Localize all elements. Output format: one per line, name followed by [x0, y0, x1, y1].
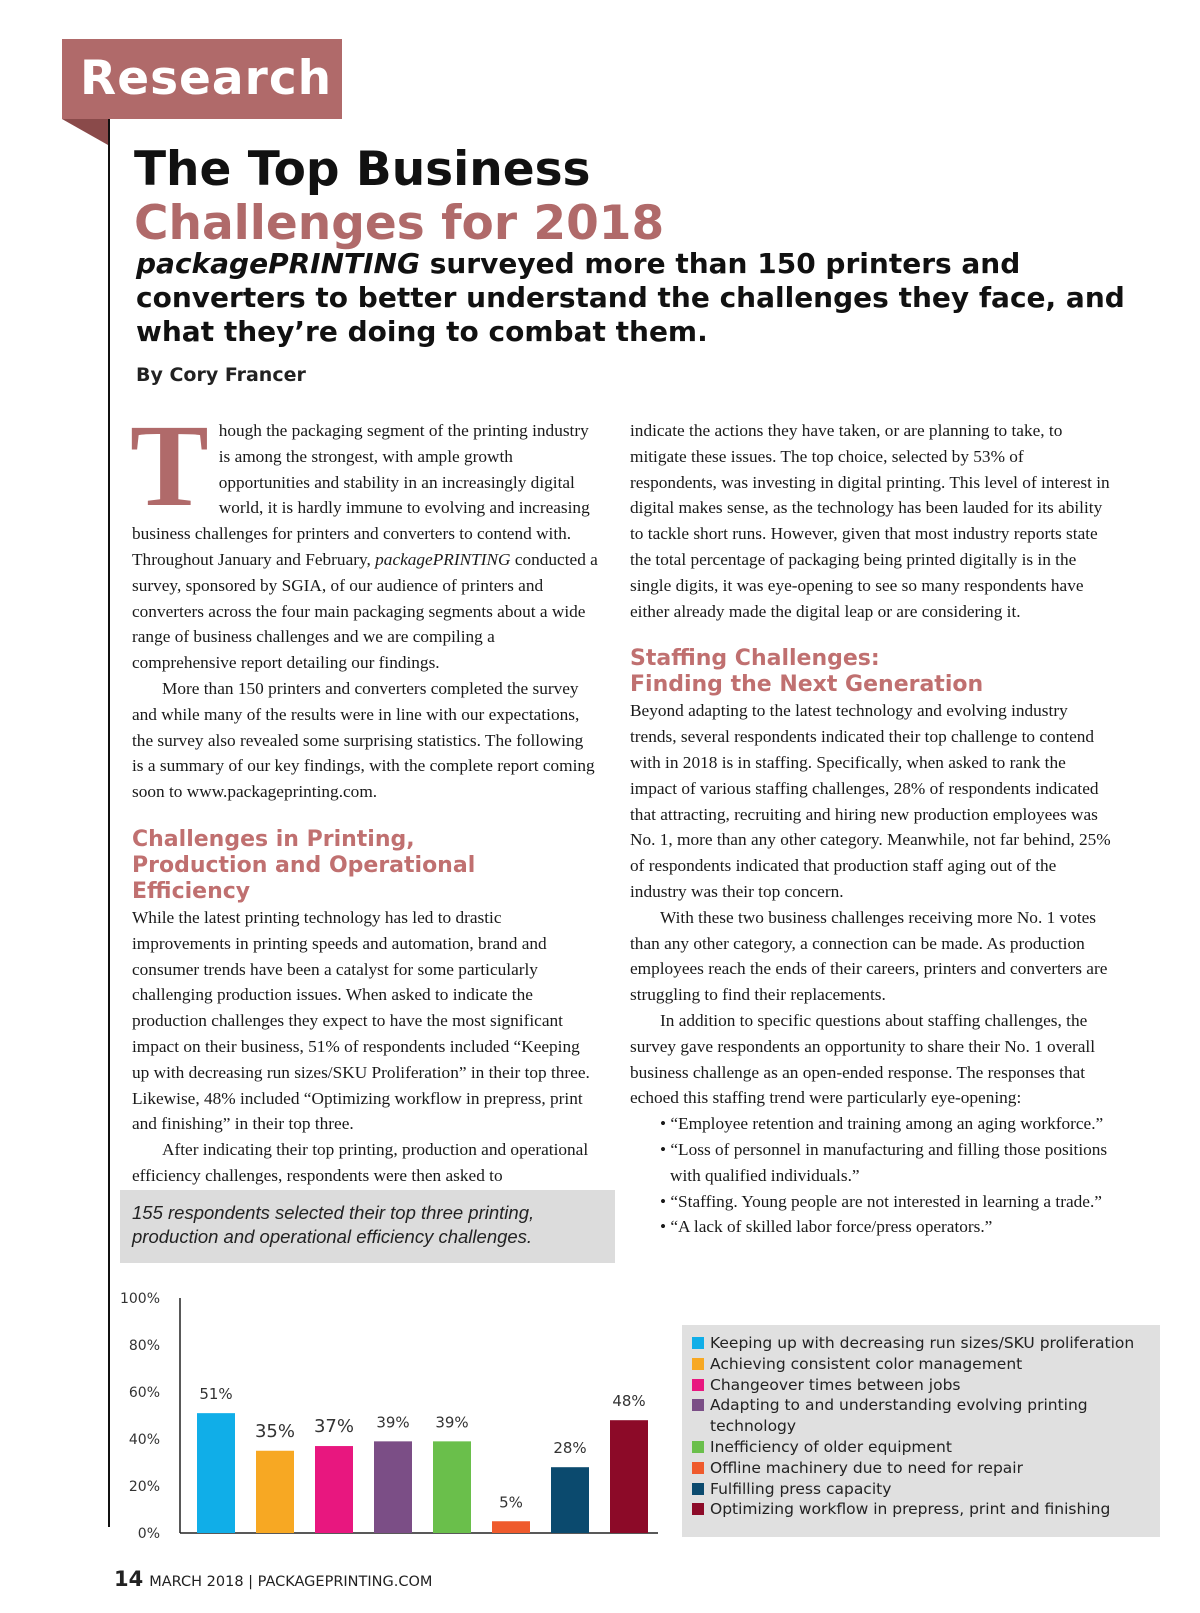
article-title [134, 143, 1134, 251]
subhead-printing-1: Challenges in Printing, [132, 826, 415, 852]
legend-swatch [692, 1379, 704, 1391]
data-label: 35% [254, 1420, 296, 1442]
intro-text-a: hough the packaging segment of the printing industry is among the strongest, with ample growth opportunities and stability in an increasingly digital world, it is hardly immune to evolving and increasing business challenges for printers and converters to contend with. Throughout January and February, [132, 421, 590, 569]
section-tab: Research [62, 39, 342, 119]
legend-item [692, 1479, 1152, 1500]
data-label: 5% [499, 1493, 523, 1512]
legend-item [692, 1499, 1152, 1520]
left-column [130, 400, 598, 1189]
legend-label: Inefficiency of older equipment [710, 1437, 952, 1456]
legend-item [692, 1375, 1152, 1396]
quote-item: • “Loss of personnel in manufacturing and filling those positions with qualified individuals.” [660, 1139, 1108, 1185]
legend-swatch [692, 1358, 704, 1370]
bar [256, 1451, 294, 1533]
legend-item [692, 1437, 1152, 1458]
chart-callout: 155 respondents selected their top three printing, production and operational efficiency challenges. [120, 1190, 615, 1263]
y-tick-label: 60% [128, 1385, 160, 1401]
legend-swatch [692, 1337, 704, 1349]
paragraph-r1: indicate the actions they have taken, or are planning to take, to mitigate these issues. The top choice, selected by 53% of respondents, was investing in digital printing. This level of interest in digital makes sense, as the technology has been lauded for its ability to tackle short runs. However, given that most industry reports state the total percentage of packaging being printed digitally is in the single digits, it was eye-opening to see so many respondents have either already made the digital leap or are considering it. [630, 421, 1110, 621]
legend-label: Optimizing workflow in prepress, print and finishing [710, 1500, 1111, 1519]
legend-swatch [692, 1503, 704, 1515]
legend-label: Offline machinery due to need for repair [710, 1458, 1023, 1477]
chart-legend [682, 1325, 1160, 1537]
legend-item [692, 1354, 1152, 1375]
legend-swatch [692, 1483, 704, 1495]
data-label: 28% [553, 1439, 587, 1458]
data-label: 48% [612, 1392, 646, 1411]
legend-label: Keeping up with decreasing run sizes/SKU proliferation [710, 1334, 1135, 1352]
subhead-staffing-2: Finding the Next Generation [630, 672, 984, 698]
paragraph-r4: In addition to specific questions about staffing challenges, the survey gave respondents an opportunity to share their No. 1 overall business challenge as an open-ended response. The responses that echoed this staffing trend were particularly eye-opening: [630, 1010, 1096, 1108]
quote-item: • “Staffing. Young people are not interested in learning a trade.” [660, 1191, 1102, 1211]
paragraph-r2: Beyond adapting to the latest technology and evolving industry trends, several respondents indicated their top challenge to contend with in 2018 is in staffing. Specifically, when asked to rank the impact of various staffing challenges, 28% of respondents indicated that attracting, recruiting and hiring new production employees was No. 1, more than any other category. Meanwhile, not far behind, 25% of respondents indicated that production staff aging out of the industry was their top concern. [630, 701, 1111, 901]
data-label: 37% [313, 1416, 355, 1438]
legend-item [692, 1395, 1152, 1437]
subhead-staffing-1: Staffing Challenges: [630, 646, 880, 672]
dek [136, 247, 1136, 349]
data-label: 51% [199, 1385, 233, 1404]
legend-label: Fulfilling press capacity [710, 1479, 892, 1498]
drop-cap: T [130, 400, 209, 531]
footer-text: MARCH 2018 | PACKAGEPRINTING.COM [149, 1574, 433, 1590]
legend-label: Adapting to and understanding evolving printing technology [710, 1396, 1088, 1436]
subhead-printing-2: Production and Operational Efficiency [132, 852, 476, 904]
y-tick-label: 100% [119, 1291, 160, 1307]
legend-item [692, 1333, 1152, 1354]
paragraph-3: While the latest printing technology has led to drastic improvements in printing speeds and automation, brand and consumer trends have been a catalyst for some particularly challenging production issues. When asked to indicate the production challenges they expect to have the most significant impact on their business, 51% of respondents included “Keeping up with decreasing run sizes/SKU Proliferation” in their top three. Likewise, 48% included “Optimizing workflow in prepress, print and finishing” in their top three. [132, 907, 590, 1134]
y-tick-label: 0% [137, 1526, 160, 1542]
y-tick-label: 80% [128, 1338, 160, 1354]
intro-brand: packagePRINTING [375, 549, 511, 569]
dek-text: surveyed more than 150 printers and converters to better understand the challenges they face, and what they’re doing to combat them. [136, 247, 1125, 348]
legend-label: Changeover times between jobs [710, 1375, 961, 1394]
legend-swatch [692, 1399, 704, 1411]
bar-chart [110, 1278, 670, 1548]
bar [492, 1521, 530, 1533]
right-column [630, 418, 1112, 1240]
title-line1: The Top Business [134, 142, 591, 197]
y-tick-label: 20% [128, 1479, 160, 1495]
bar [315, 1446, 353, 1533]
bar [197, 1413, 235, 1533]
data-label: 39% [435, 1413, 469, 1432]
dek-brand: packagePRINTING [136, 247, 420, 280]
y-tick-label: 40% [128, 1432, 160, 1448]
legend-item [692, 1458, 1152, 1479]
legend-swatch [692, 1441, 704, 1453]
paragraph-4: After indicating their top printing, production and operational efficiency challenges, respondents were then asked to [132, 1140, 589, 1185]
paragraph-2: More than 150 printers and converters completed the survey and while many of the results were in line with our expectations, the survey also revealed some surprising statistics. The following is a summary of our key findings, with the complete report coming soon to www.packageprinting.com. [132, 678, 595, 802]
quote-list [630, 1111, 1112, 1240]
byline: By Cory Francer [136, 364, 306, 386]
paragraph-r3: With these two business challenges receiving more No. 1 votes than any other category, a connection can be made. As production employees reach the ends of their careers, printers and converters are struggling to find their replacements. [630, 907, 1108, 1005]
legend-swatch [692, 1462, 704, 1474]
bar [551, 1467, 589, 1533]
paragraph-intro [130, 400, 598, 676]
data-label: 39% [376, 1413, 410, 1432]
quote-item: • “A lack of skilled labor force/press operators.” [660, 1217, 993, 1237]
tab-fold [62, 119, 108, 145]
legend-label: Achieving consistent color management [710, 1354, 1023, 1373]
bar [610, 1420, 648, 1533]
title-line2: Challenges for 2018 [134, 196, 665, 251]
bar [374, 1441, 412, 1533]
page-number: 14 [114, 1567, 144, 1591]
bar [433, 1441, 471, 1533]
page-footer [114, 1567, 432, 1591]
intro-text-b: conducted a survey, sponsored by SGIA, of our audience of printers and converters across the four main packaging segments about a wide range of business challenges and we are compiling a comprehensive report detailing our findings. [132, 549, 598, 673]
quote-item: • “Employee retention and training among an aging workforce.” [660, 1114, 1104, 1134]
